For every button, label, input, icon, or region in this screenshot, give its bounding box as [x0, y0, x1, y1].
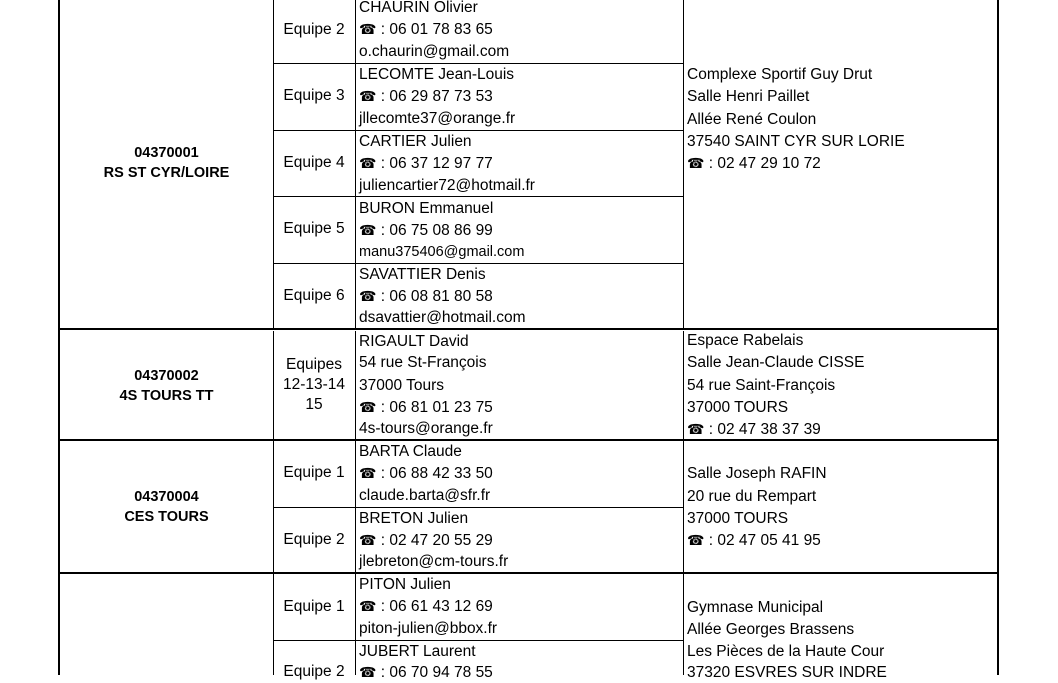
contact-phone: [359, 87, 493, 107]
phone-number: : 02 47 29 10 72: [708, 155, 821, 172]
venue-line: Gymnase Municipal: [687, 599, 824, 616]
club-name: 4S TOURS TT: [119, 388, 214, 404]
phone-number: : 06 61 43 12 69: [380, 598, 493, 615]
contact-phone: [359, 20, 493, 40]
contact-phone: [359, 154, 493, 174]
team-label: Equipe 5: [283, 220, 345, 237]
team-label: Equipe 4: [283, 154, 345, 171]
contact-phone: [359, 597, 493, 617]
team-label: Equipe 6: [283, 287, 345, 304]
team-label: Equipe 2: [283, 21, 345, 38]
column-divider: [355, 331, 356, 439]
contact-phone: [359, 287, 493, 307]
column-divider: [273, 574, 274, 675]
club-identity: [60, 143, 273, 183]
contact-name: RIGAULT David: [359, 333, 469, 350]
phone-number: : 02 47 38 37 39: [708, 421, 821, 438]
contact-email[interactable]: dsavattier@hotmail.com: [359, 309, 526, 326]
team-divider: [273, 196, 684, 197]
phone-icon: ☎: [359, 466, 377, 482]
venue-line: Espace Rabelais: [687, 332, 804, 349]
venue-line: 54 rue Saint-François: [687, 377, 836, 394]
column-divider: [683, 331, 684, 439]
column-divider: [355, 574, 356, 675]
contact-phone: [359, 221, 493, 241]
contact-phone: [359, 464, 493, 484]
phone-number: : 06 37 12 97 77: [380, 155, 493, 172]
venue-phone: [687, 420, 821, 440]
phone-number: : 06 88 42 33 50: [380, 465, 493, 482]
phone-number: : 06 75 08 86 99: [380, 222, 493, 239]
contact-email[interactable]: o.chaurin@gmail.com: [359, 43, 510, 60]
phone-number: : 02 47 05 41 95: [708, 532, 821, 549]
team-divider: [273, 63, 684, 64]
club-code: 04370004: [134, 489, 199, 505]
phone-icon: ☎: [359, 599, 377, 615]
venue-phone: [687, 531, 821, 551]
team-label: Equipe 2: [283, 531, 345, 548]
phone-icon: ☎: [687, 422, 705, 438]
team-label: Equipe 1: [283, 598, 345, 615]
contact-name: BURON Emmanuel: [359, 200, 494, 217]
phone-icon: ☎: [687, 156, 705, 172]
phone-number: : 06 29 87 73 53: [380, 88, 493, 105]
team-label: Equipe 1: [283, 464, 345, 481]
venue-line: 20 rue du Rempart: [687, 488, 817, 505]
contact-phone: [359, 663, 493, 683]
contact-name: CARTIER Julien: [359, 133, 472, 150]
venue-line: Salle Henri Paillet: [687, 88, 810, 105]
contact-email[interactable]: claude.barta@sfr.fr: [359, 487, 491, 504]
contact-address: 54 rue St-François: [359, 354, 487, 371]
contact-email[interactable]: piton-julien@bbox.fr: [359, 620, 498, 637]
club-divider: [58, 439, 999, 441]
venue-line: Salle Jean-Claude CISSE: [687, 354, 865, 371]
phone-number: : 02 47 20 55 29: [380, 532, 493, 549]
contact-name: JUBERT Laurent: [359, 643, 476, 660]
club-identity: [60, 366, 273, 406]
club-name: RS ST CYR/LOIRE: [103, 165, 230, 181]
club-name: CES TOURS: [124, 509, 209, 525]
column-divider: [355, 0, 356, 329]
column-divider: [683, 574, 684, 675]
venue-line: 37000 TOURS: [687, 399, 789, 416]
venue-line: Allée René Coulon: [687, 111, 817, 128]
contact-phone: [359, 398, 493, 418]
contact-name: SAVATTIER Denis: [359, 266, 486, 283]
phone-icon: ☎: [359, 533, 377, 549]
phone-number: : 06 81 01 23 75: [380, 399, 493, 416]
phone-icon: ☎: [359, 156, 377, 172]
team-divider: [273, 263, 684, 264]
team-divider: [273, 640, 684, 641]
phone-icon: ☎: [359, 22, 377, 38]
team-label: Equipes 12-13-14 15: [282, 356, 346, 413]
phone-icon: ☎: [687, 533, 705, 549]
contact-email[interactable]: jllecomte37@orange.fr: [359, 110, 516, 127]
venue-line: Les Pièces de la Haute Cour: [687, 643, 885, 660]
column-divider: [683, 0, 684, 329]
team-divider: [273, 507, 684, 508]
phone-icon: ☎: [359, 89, 377, 105]
phone-icon: ☎: [359, 223, 377, 239]
team-label: Equipe 3: [283, 87, 345, 104]
venue-line: 37320 ESVRES SUR INDRE: [687, 664, 887, 681]
contact-name: BARTA Claude: [359, 443, 462, 460]
venue-line: Allée Georges Brassens: [687, 621, 855, 638]
phone-icon: ☎: [359, 665, 377, 681]
phone-icon: ☎: [359, 289, 377, 305]
venue-line: Complexe Sportif Guy Drut: [687, 66, 873, 83]
contact-address: 37000 Tours: [359, 377, 445, 394]
club-code: 04370001: [134, 145, 199, 161]
contact-name: CHAURIN Olivier: [359, 0, 478, 16]
contact-email[interactable]: juliencartier72@hotmail.fr: [359, 177, 535, 194]
phone-icon: ☎: [359, 400, 377, 416]
phone-number: : 06 01 78 83 65: [380, 21, 493, 38]
club-identity: [60, 487, 273, 527]
venue-phone: [687, 154, 821, 174]
contact-email[interactable]: jlebreton@cm-tours.fr: [359, 553, 509, 570]
venue-line: 37540 SAINT CYR SUR LORIE: [687, 133, 905, 150]
team-divider: [273, 130, 684, 131]
phone-number: : 06 08 81 80 58: [380, 288, 493, 305]
contact-email[interactable]: manu375406@gmail.com: [359, 244, 525, 260]
phone-number: : 06 70 94 78 55: [380, 664, 493, 681]
venue-line: Salle Joseph RAFIN: [687, 465, 827, 482]
contact-phone: [359, 531, 493, 551]
team-label: Equipe 2: [283, 663, 345, 680]
contact-name: PITON Julien: [359, 576, 451, 593]
venue-line: 37000 TOURS: [687, 510, 789, 527]
club-code: 04370002: [134, 368, 199, 384]
club-divider: [58, 328, 999, 330]
contact-name: LECOMTE Jean-Louis: [359, 66, 515, 83]
contact-email[interactable]: 4s-tours@orange.fr: [359, 420, 493, 437]
contact-name: BRETON Julien: [359, 510, 469, 527]
club-divider: [58, 572, 999, 574]
